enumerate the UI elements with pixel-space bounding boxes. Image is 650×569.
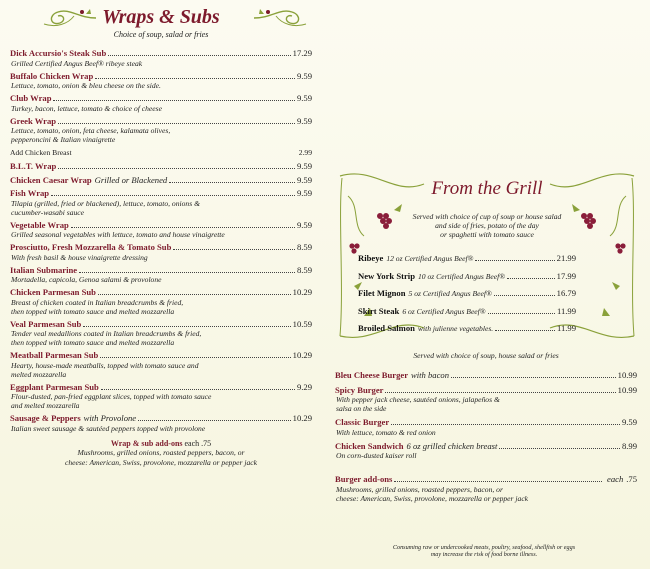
from-the-grill-section [334,166,640,342]
menu-item: Dick Accursio's Steak Sub 17.29 Grilled Certified Angus Beef® ribeye steak [10,48,312,68]
wraps-subs-section [10,6,312,467]
menu-item: Club Wrap 9.59 Turkey, bacon, lettuce, tomato & choice of cheese [10,93,312,113]
grill-items [358,250,576,338]
burger-addons: Burger add-ons each .75 Mushrooms, grilled onions, roasted peppers, bacon, or cheese: American, Swiss, provolone, mozzarella or pepper jack [335,474,637,503]
menu-item: Eggplant Parmesan Sub 9.29 Flour-dusted, pan-fried eggplant slices, topped with tomato sauce and melted mozzarella [10,381,312,410]
section-subtitle: Choice of soup, salad or fries [113,30,209,39]
menu-item: Chicken Caesar Wrap Grilled or Blackened 9.59 [10,174,312,185]
menu-item: Fish Wrap 9.59 Tilapia (grilled, fried or blackened), lettuce, tomato, onions & cucumber-wasabi sauce [10,188,312,217]
menu-item: Chicken Parmesan Sub 10.29 Breast of chicken coated in Italian breadcrumbs & fried, then topped with tomato sauce and melted mozzarella [10,287,312,316]
menu-item: Classic Burger 9.59 With lettuce, tomato & red onion [335,417,637,437]
section-title: From the Grill [431,178,543,199]
menu-item: Vegetable Wrap 9.59 Grilled seasonal vegetables with lettuce, tomato and house vinaigrette [10,219,312,239]
menu-item: Sausage & Peppers with Provolone 10.29 Italian sweet sausage & sautéed peppers topped with provolone [10,413,312,433]
menu-item: Filet Mignon 5 oz Certified Angus Beef® 16.79 [358,288,576,298]
section-title: Wraps & Subs [102,6,220,28]
section-subtitle: Served with choice of cup of soup or house salad and side of fries, potato of the day or spaghetti with tomato sauce [412,212,562,239]
food-safety-disclaimer: Consuming raw or undercooked meats, poultry, seafood, shellfish or eggs may increase the risk of food borne illness. [392,544,576,559]
menu-item: Broiled Salmon with julienne vegetables. 11.99 [358,323,576,333]
menu-item: Ribeye 12 oz Certified Angus Beef® 21.99 [358,253,576,263]
menu-item: Veal Parmesan Sub 10.59 Tender veal medallions coated in Italian breadcrumbs & fried, then topped with tomato sauce and melted mozzarella [10,318,312,347]
menu-item: Meatball Parmesan Sub 10.29 Hearty, house-made meatballs, topped with tomato sauce and melted mozzarella [10,350,312,379]
menu-item: Italian Submarine 8.59 Mortadella, capicola, Genoa salami & provolone [10,264,312,284]
menu-item: Prosciutto, Fresh Mozzarella & Tomato Sub 8.59 With fresh basil & house vinaigrette dressing [10,242,312,262]
wrap-sub-addons: Wrap & sub add-ons each .75 Mushrooms, grilled onions, roasted peppers, bacon, or cheese: American, Swiss, provolone, mozzarella or pepper jack [64,438,258,467]
burgers-note: Served with choice of soup, house salad or fries [413,351,559,360]
menu-item: Spicy Burger 10.99 With pepper jack cheese, sautéed onions, jalapeños & salsa on the side [335,384,637,413]
menu-item: B.L.T. Wrap 9.59 [10,161,312,171]
menu-item: Bleu Cheese Burger with bacon 10.99 [335,370,637,380]
menu-item: New York Strip 10 oz Certified Angus Beef® 17.99 [358,270,576,281]
menu-item: Buffalo Chicken Wrap 9.59 Lettuce, tomato, onion & bleu cheese on the side. [10,70,312,90]
menu-item: Greek Wrap 9.59 Lettuce, tomato, onion, feta cheese, kalamata olives, pepperoncini & Italian vinaigrette Add Chicken Breast 2.99 [10,115,312,157]
menu-item: Skirt Steak 6 oz Certified Angus Beef® 11.99 [358,305,576,316]
menu-item: Chicken Sandwich 6 oz grilled chicken breast 8.99 On corn-dusted kaiser roll [335,440,637,460]
burgers-section [335,351,637,503]
